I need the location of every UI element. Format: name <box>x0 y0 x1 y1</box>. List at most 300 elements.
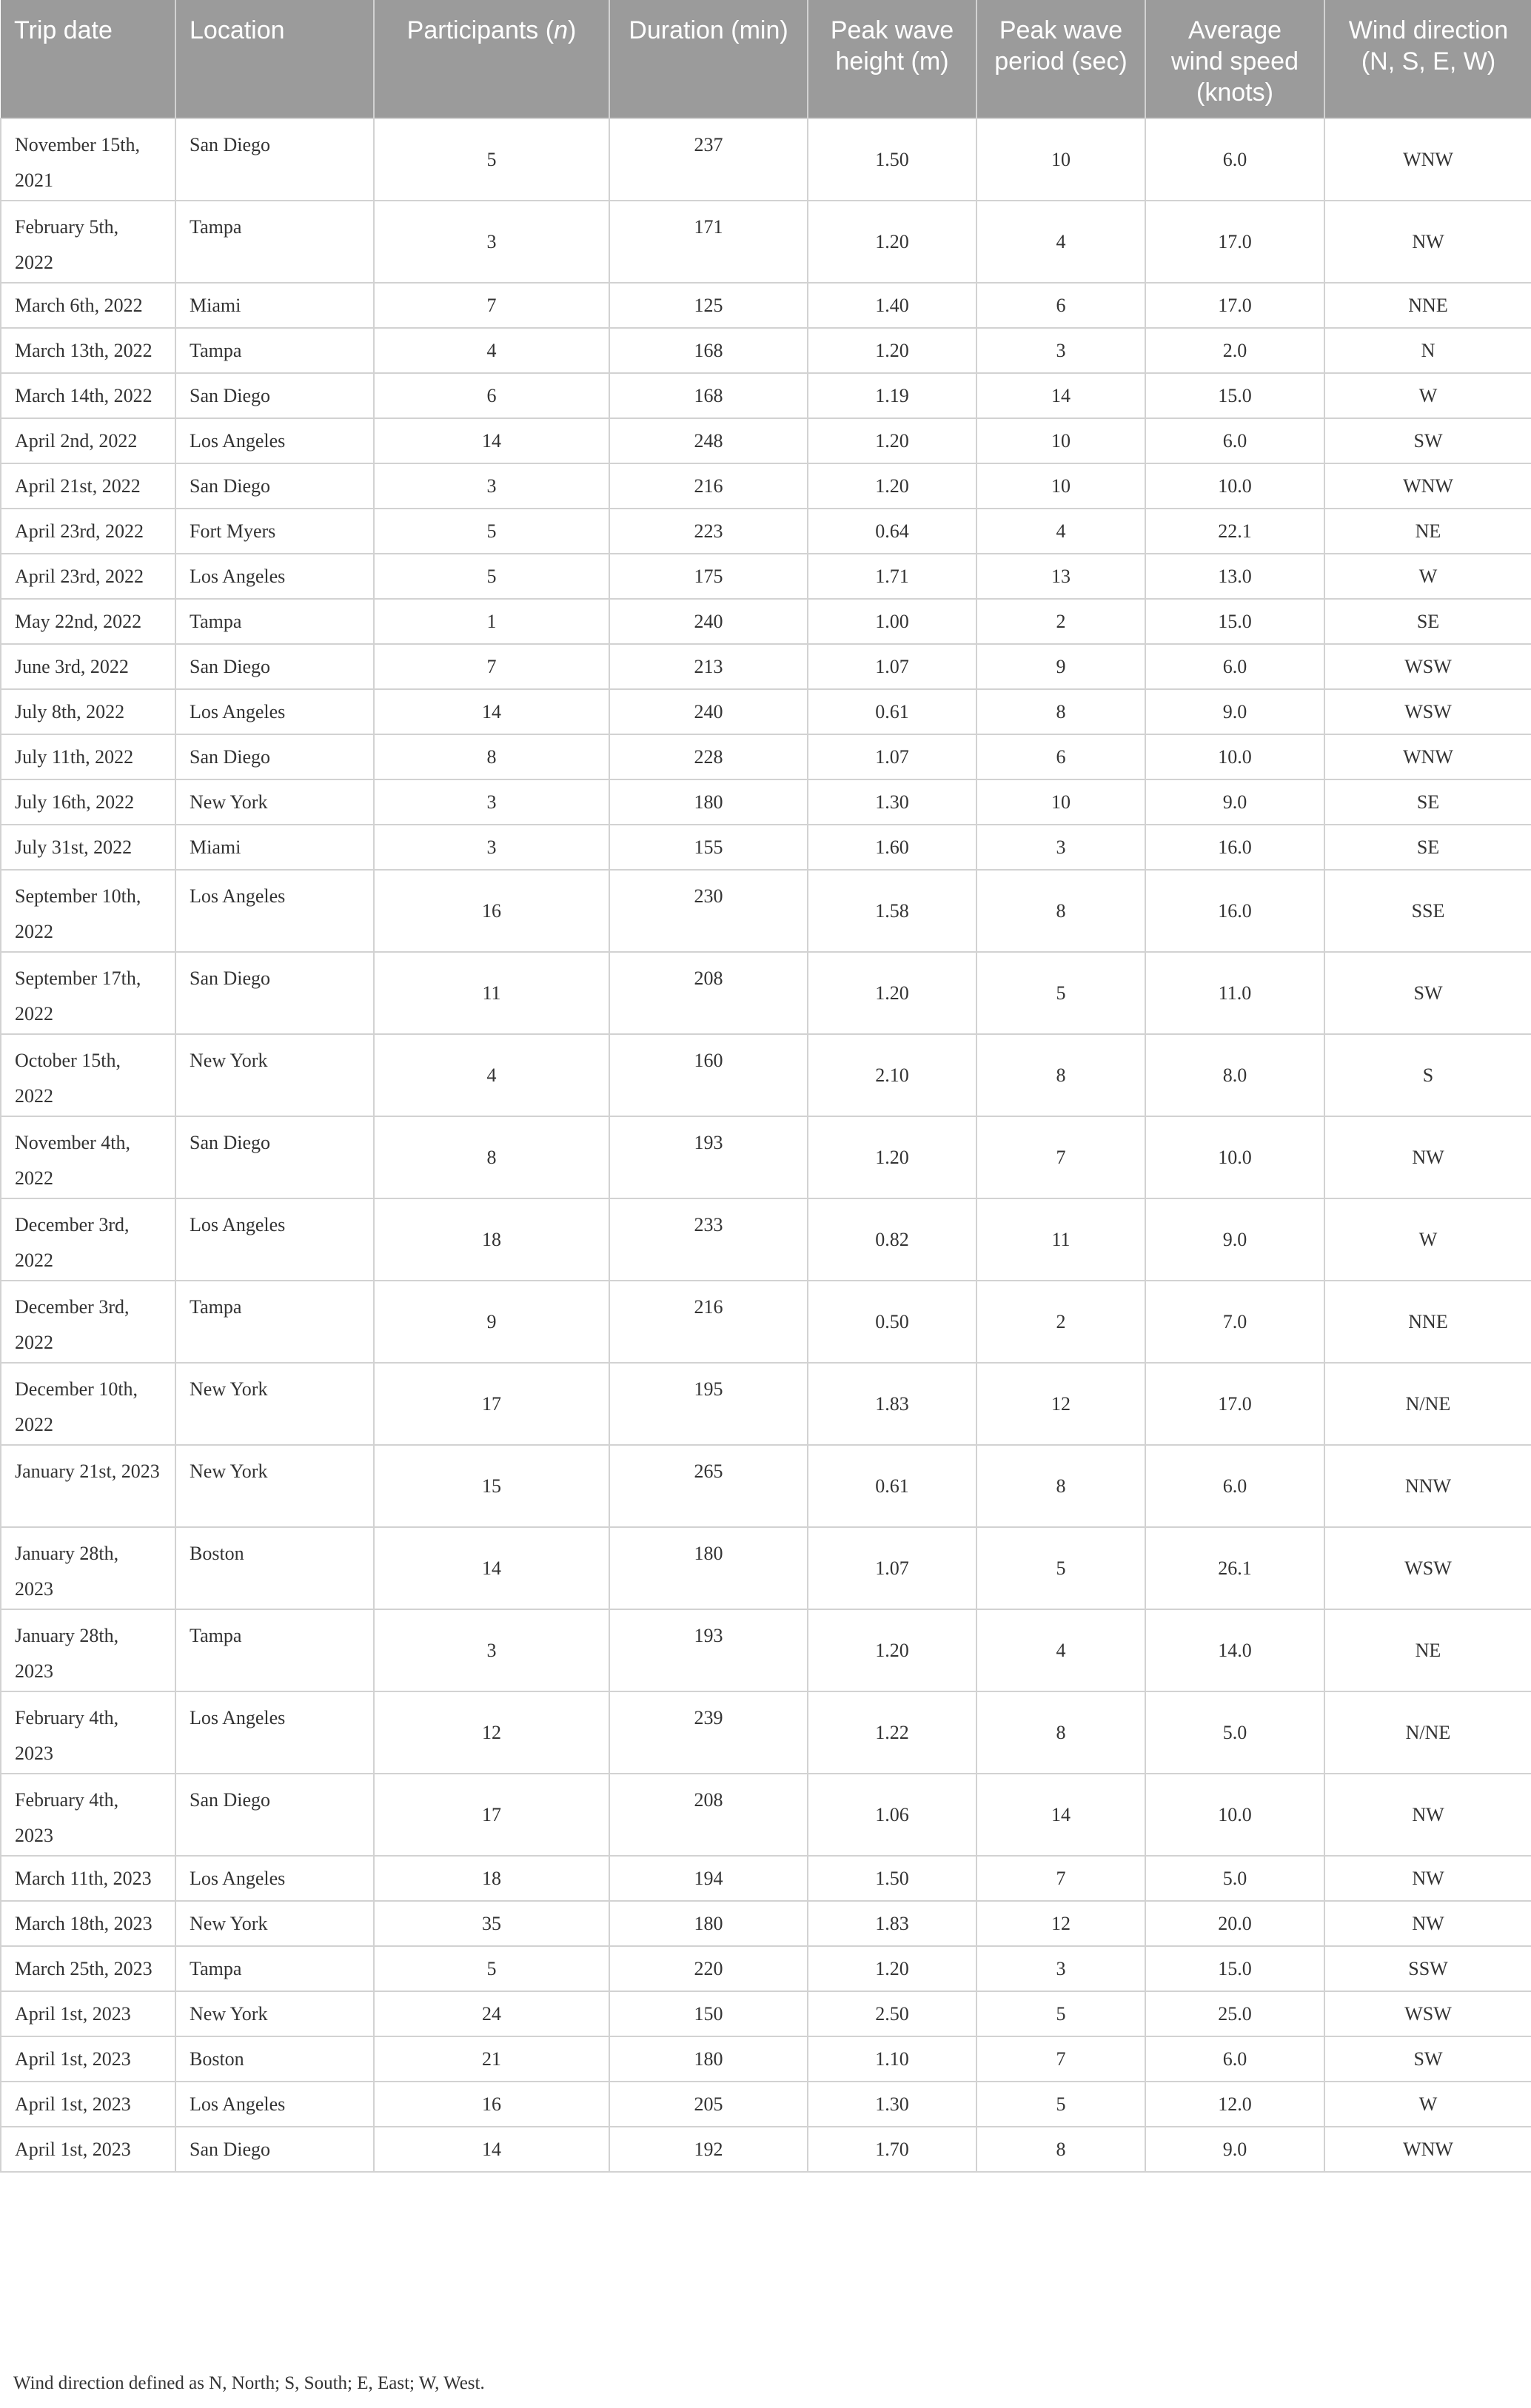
cell-participants: 17 <box>374 1774 609 1856</box>
cell-peak-wave-period: 8 <box>976 870 1145 952</box>
cell-trip-date: June 3rd, 2022 <box>1 644 175 689</box>
cell-peak-wave-period: 10 <box>976 418 1145 463</box>
table-row <box>1 825 1531 870</box>
cell-peak-wave-period: 4 <box>976 1609 1145 1691</box>
cell-peak-wave-height: 1.30 <box>808 2082 976 2127</box>
cell-peak-wave-height: 1.20 <box>808 1609 976 1691</box>
cell-peak-wave-height: 1.83 <box>808 1901 976 1946</box>
cell-average-wind-speed: 12.0 <box>1145 2082 1324 2127</box>
table-row <box>1 1691 1531 1774</box>
cell-wind-direction: NE <box>1324 509 1531 554</box>
cell-average-wind-speed: 17.0 <box>1145 201 1324 283</box>
cell-trip-date: February 4th, 2023 <box>1 1774 175 1856</box>
cell-trip-date: March 25th, 2023 <box>1 1946 175 1991</box>
cell-location: New York <box>175 1034 374 1116</box>
cell-trip-date: December 10th, 2022 <box>1 1363 175 1445</box>
table-header <box>1 0 1531 118</box>
cell-location: Los Angeles <box>175 1856 374 1901</box>
cell-duration: 223 <box>609 509 808 554</box>
cell-peak-wave-height: 1.07 <box>808 734 976 779</box>
cell-participants: 6 <box>374 373 609 418</box>
cell-peak-wave-height: 1.83 <box>808 1363 976 1445</box>
cell-peak-wave-period: 5 <box>976 1527 1145 1609</box>
cell-wind-direction: SE <box>1324 779 1531 825</box>
table-row <box>1 734 1531 779</box>
cell-peak-wave-height: 1.30 <box>808 779 976 825</box>
table-row <box>1 1034 1531 1116</box>
table-row <box>1 328 1531 373</box>
cell-average-wind-speed: 14.0 <box>1145 1609 1324 1691</box>
cell-location: San Diego <box>175 734 374 779</box>
cell-average-wind-speed: 2.0 <box>1145 328 1324 373</box>
cell-trip-date: April 21st, 2022 <box>1 463 175 509</box>
cell-participants: 3 <box>374 201 609 283</box>
cell-duration: 265 <box>609 1445 808 1527</box>
table-row <box>1 870 1531 952</box>
cell-peak-wave-period: 6 <box>976 283 1145 328</box>
cell-peak-wave-height: 2.50 <box>808 1991 976 2036</box>
cell-duration: 180 <box>609 1901 808 1946</box>
table-row <box>1 2127 1531 2172</box>
cell-duration: 192 <box>609 2127 808 2172</box>
cell-average-wind-speed: 16.0 <box>1145 870 1324 952</box>
cell-participants: 8 <box>374 1116 609 1198</box>
cell-trip-date: February 5th, 2022 <box>1 201 175 283</box>
table-row <box>1 201 1531 283</box>
cell-wind-direction: SSW <box>1324 1946 1531 1991</box>
cell-trip-date: July 16th, 2022 <box>1 779 175 825</box>
table-row <box>1 1991 1531 2036</box>
cell-average-wind-speed: 7.0 <box>1145 1281 1324 1363</box>
cell-peak-wave-height: 1.20 <box>808 463 976 509</box>
cell-average-wind-speed: 9.0 <box>1145 689 1324 734</box>
cell-peak-wave-period: 13 <box>976 554 1145 599</box>
cell-location: New York <box>175 1901 374 1946</box>
cell-duration: 194 <box>609 1856 808 1901</box>
cell-trip-date: April 1st, 2023 <box>1 2082 175 2127</box>
cell-wind-direction: SE <box>1324 599 1531 644</box>
cell-peak-wave-period: 10 <box>976 118 1145 201</box>
cell-location: Tampa <box>175 599 374 644</box>
cell-participants: 24 <box>374 1991 609 2036</box>
cell-participants: 21 <box>374 2036 609 2082</box>
cell-trip-date: March 14th, 2022 <box>1 373 175 418</box>
cell-average-wind-speed: 20.0 <box>1145 1901 1324 1946</box>
cell-duration: 160 <box>609 1034 808 1116</box>
cell-trip-date: October 15th, 2022 <box>1 1034 175 1116</box>
cell-average-wind-speed: 15.0 <box>1145 373 1324 418</box>
header-wind-direction: Wind direction (N, S, E, W) <box>1324 0 1531 118</box>
cell-peak-wave-period: 9 <box>976 644 1145 689</box>
cell-duration: 220 <box>609 1946 808 1991</box>
cell-trip-date: January 28th, 2023 <box>1 1527 175 1609</box>
table-row <box>1 373 1531 418</box>
header-peak-wave-period: Peak wave period (sec) <box>976 0 1145 118</box>
cell-peak-wave-height: 0.64 <box>808 509 976 554</box>
cell-participants: 14 <box>374 689 609 734</box>
cell-wind-direction: NW <box>1324 1116 1531 1198</box>
cell-average-wind-speed: 8.0 <box>1145 1034 1324 1116</box>
cell-average-wind-speed: 26.1 <box>1145 1527 1324 1609</box>
cell-location: Los Angeles <box>175 689 374 734</box>
cell-peak-wave-period: 4 <box>976 509 1145 554</box>
cell-duration: 233 <box>609 1198 808 1281</box>
cell-peak-wave-period: 4 <box>976 201 1145 283</box>
cell-trip-date: December 3rd, 2022 <box>1 1198 175 1281</box>
cell-trip-date: April 23rd, 2022 <box>1 509 175 554</box>
table-row <box>1 599 1531 644</box>
cell-peak-wave-period: 5 <box>976 2082 1145 2127</box>
cell-participants: 18 <box>374 1198 609 1281</box>
cell-peak-wave-height: 0.61 <box>808 1445 976 1527</box>
cell-average-wind-speed: 11.0 <box>1145 952 1324 1034</box>
cell-trip-date: September 10th, 2022 <box>1 870 175 952</box>
cell-wind-direction: NW <box>1324 1901 1531 1946</box>
cell-trip-date: April 1st, 2023 <box>1 2036 175 2082</box>
cell-participants: 17 <box>374 1363 609 1445</box>
cell-wind-direction: SSE <box>1324 870 1531 952</box>
cell-duration: 180 <box>609 1527 808 1609</box>
cell-wind-direction: N/NE <box>1324 1691 1531 1774</box>
cell-average-wind-speed: 13.0 <box>1145 554 1324 599</box>
cell-peak-wave-height: 2.10 <box>808 1034 976 1116</box>
table-row <box>1 952 1531 1034</box>
cell-average-wind-speed: 10.0 <box>1145 463 1324 509</box>
cell-average-wind-speed: 17.0 <box>1145 1363 1324 1445</box>
cell-location: San Diego <box>175 1116 374 1198</box>
cell-average-wind-speed: 10.0 <box>1145 734 1324 779</box>
table-row <box>1 1527 1531 1609</box>
cell-wind-direction: W <box>1324 373 1531 418</box>
cell-duration: 168 <box>609 373 808 418</box>
cell-duration: 195 <box>609 1363 808 1445</box>
cell-trip-date: November 4th, 2022 <box>1 1116 175 1198</box>
cell-location: Fort Myers <box>175 509 374 554</box>
cell-average-wind-speed: 15.0 <box>1145 599 1324 644</box>
cell-participants: 11 <box>374 952 609 1034</box>
table-row <box>1 1609 1531 1691</box>
cell-location: Los Angeles <box>175 1691 374 1774</box>
cell-trip-date: April 2nd, 2022 <box>1 418 175 463</box>
cell-trip-date: July 31st, 2022 <box>1 825 175 870</box>
table-row <box>1 1281 1531 1363</box>
cell-duration: 237 <box>609 118 808 201</box>
cell-duration: 155 <box>609 825 808 870</box>
table-row <box>1 2036 1531 2082</box>
cell-average-wind-speed: 9.0 <box>1145 1198 1324 1281</box>
cell-peak-wave-period: 2 <box>976 1281 1145 1363</box>
table-row <box>1 118 1531 201</box>
cell-wind-direction: SW <box>1324 418 1531 463</box>
cell-peak-wave-period: 3 <box>976 1946 1145 1991</box>
cell-peak-wave-period: 10 <box>976 463 1145 509</box>
cell-wind-direction: NW <box>1324 1856 1531 1901</box>
table-row <box>1 463 1531 509</box>
header-peak-wave-height: Peak wave height (m) <box>808 0 976 118</box>
cell-trip-date: February 4th, 2023 <box>1 1691 175 1774</box>
cell-participants: 3 <box>374 779 609 825</box>
cell-peak-wave-height: 1.40 <box>808 283 976 328</box>
cell-duration: 180 <box>609 2036 808 2082</box>
table-row <box>1 1116 1531 1198</box>
cell-peak-wave-period: 11 <box>976 1198 1145 1281</box>
header-participants-n: n <box>554 16 568 44</box>
cell-trip-date: April 23rd, 2022 <box>1 554 175 599</box>
cell-wind-direction: NE <box>1324 1609 1531 1691</box>
cell-location: Tampa <box>175 201 374 283</box>
cell-duration: 248 <box>609 418 808 463</box>
cell-average-wind-speed: 6.0 <box>1145 644 1324 689</box>
table-row <box>1 283 1531 328</box>
cell-peak-wave-period: 8 <box>976 2127 1145 2172</box>
cell-average-wind-speed: 6.0 <box>1145 418 1324 463</box>
cell-participants: 15 <box>374 1445 609 1527</box>
cell-average-wind-speed: 5.0 <box>1145 1856 1324 1901</box>
cell-wind-direction: NNW <box>1324 1445 1531 1527</box>
cell-wind-direction: WNW <box>1324 118 1531 201</box>
cell-average-wind-speed: 9.0 <box>1145 779 1324 825</box>
cell-location: Tampa <box>175 1281 374 1363</box>
cell-average-wind-speed: 10.0 <box>1145 1774 1324 1856</box>
table-row <box>1 2082 1531 2127</box>
cell-peak-wave-period: 2 <box>976 599 1145 644</box>
cell-duration: 150 <box>609 1991 808 2036</box>
cell-wind-direction: NW <box>1324 201 1531 283</box>
cell-peak-wave-height: 1.19 <box>808 373 976 418</box>
cell-wind-direction: NW <box>1324 1774 1531 1856</box>
cell-peak-wave-height: 1.20 <box>808 1946 976 1991</box>
cell-peak-wave-height: 1.00 <box>808 599 976 644</box>
cell-location: New York <box>175 1363 374 1445</box>
table-row <box>1 1856 1531 1901</box>
cell-peak-wave-height: 1.60 <box>808 825 976 870</box>
cell-wind-direction: WSW <box>1324 644 1531 689</box>
cell-location: Boston <box>175 1527 374 1609</box>
cell-trip-date: March 18th, 2023 <box>1 1901 175 1946</box>
cell-location: San Diego <box>175 952 374 1034</box>
cell-trip-date: May 22nd, 2022 <box>1 599 175 644</box>
cell-wind-direction: WSW <box>1324 689 1531 734</box>
cell-peak-wave-height: 1.20 <box>808 418 976 463</box>
cell-peak-wave-period: 3 <box>976 328 1145 373</box>
cell-duration: 175 <box>609 554 808 599</box>
table-row <box>1 779 1531 825</box>
cell-peak-wave-period: 5 <box>976 1991 1145 2036</box>
cell-peak-wave-period: 12 <box>976 1363 1145 1445</box>
cell-location: Tampa <box>175 328 374 373</box>
header-participants-label: Participants ( <box>406 16 555 44</box>
cell-peak-wave-height: 1.20 <box>808 1116 976 1198</box>
header-location: Location <box>175 0 374 118</box>
cell-location: Tampa <box>175 1946 374 1991</box>
cell-peak-wave-height: 1.58 <box>808 870 976 952</box>
cell-participants: 12 <box>374 1691 609 1774</box>
cell-peak-wave-height: 1.07 <box>808 1527 976 1609</box>
cell-location: Los Angeles <box>175 2082 374 2127</box>
cell-peak-wave-height: 0.61 <box>808 689 976 734</box>
cell-duration: 240 <box>609 689 808 734</box>
cell-peak-wave-height: 1.20 <box>808 952 976 1034</box>
cell-peak-wave-period: 14 <box>976 1774 1145 1856</box>
cell-participants: 3 <box>374 463 609 509</box>
cell-location: Miami <box>175 825 374 870</box>
cell-wind-direction: WNW <box>1324 2127 1531 2172</box>
cell-participants: 5 <box>374 554 609 599</box>
cell-trip-date: December 3rd, 2022 <box>1 1281 175 1363</box>
table-row <box>1 644 1531 689</box>
cell-location: New York <box>175 1991 374 2036</box>
cell-peak-wave-height: 1.50 <box>808 1856 976 1901</box>
header-participants <box>374 0 609 118</box>
cell-peak-wave-period: 8 <box>976 1445 1145 1527</box>
cell-trip-date: July 11th, 2022 <box>1 734 175 779</box>
cell-location: Los Angeles <box>175 554 374 599</box>
cell-duration: 205 <box>609 2082 808 2127</box>
table-row <box>1 509 1531 554</box>
cell-wind-direction: S <box>1324 1034 1531 1116</box>
cell-wind-direction: WNW <box>1324 734 1531 779</box>
cell-duration: 239 <box>609 1691 808 1774</box>
cell-wind-direction: N <box>1324 328 1531 373</box>
cell-participants: 8 <box>374 734 609 779</box>
table-row <box>1 1946 1531 1991</box>
cell-peak-wave-period: 8 <box>976 1034 1145 1116</box>
cell-duration: 230 <box>609 870 808 952</box>
table-row <box>1 1774 1531 1856</box>
header-average-wind-speed: Average wind speed (knots) <box>1145 0 1324 118</box>
cell-wind-direction: WSW <box>1324 1991 1531 2036</box>
cell-location: New York <box>175 1445 374 1527</box>
cell-location: Los Angeles <box>175 418 374 463</box>
cell-location: San Diego <box>175 373 374 418</box>
cell-wind-direction: SW <box>1324 2036 1531 2082</box>
cell-participants: 35 <box>374 1901 609 1946</box>
cell-peak-wave-period: 10 <box>976 779 1145 825</box>
cell-peak-wave-period: 7 <box>976 2036 1145 2082</box>
cell-location: Los Angeles <box>175 1198 374 1281</box>
cell-location: New York <box>175 779 374 825</box>
cell-location: Miami <box>175 283 374 328</box>
cell-participants: 14 <box>374 1527 609 1609</box>
cell-trip-date: January 21st, 2023 <box>1 1445 175 1527</box>
cell-duration: 193 <box>609 1609 808 1691</box>
cell-location: Boston <box>175 2036 374 2082</box>
cell-peak-wave-period: 5 <box>976 952 1145 1034</box>
cell-location: San Diego <box>175 463 374 509</box>
cell-participants: 16 <box>374 870 609 952</box>
cell-location: San Diego <box>175 2127 374 2172</box>
cell-peak-wave-height: 0.50 <box>808 1281 976 1363</box>
cell-wind-direction: WSW <box>1324 1527 1531 1609</box>
cell-trip-date: March 13th, 2022 <box>1 328 175 373</box>
cell-average-wind-speed: 17.0 <box>1145 283 1324 328</box>
cell-peak-wave-period: 6 <box>976 734 1145 779</box>
cell-wind-direction: W <box>1324 2082 1531 2127</box>
cell-average-wind-speed: 6.0 <box>1145 118 1324 201</box>
cell-average-wind-speed: 5.0 <box>1145 1691 1324 1774</box>
cell-peak-wave-period: 14 <box>976 373 1145 418</box>
cell-peak-wave-period: 7 <box>976 1856 1145 1901</box>
cell-duration: 213 <box>609 644 808 689</box>
table-row <box>1 1198 1531 1281</box>
cell-participants: 9 <box>374 1281 609 1363</box>
cell-peak-wave-height: 1.71 <box>808 554 976 599</box>
header-row <box>1 0 1531 118</box>
cell-average-wind-speed: 22.1 <box>1145 509 1324 554</box>
cell-participants: 3 <box>374 1609 609 1691</box>
cell-wind-direction: W <box>1324 554 1531 599</box>
cell-participants: 14 <box>374 2127 609 2172</box>
cell-participants: 1 <box>374 599 609 644</box>
cell-trip-date: January 28th, 2023 <box>1 1609 175 1691</box>
cell-duration: 193 <box>609 1116 808 1198</box>
table-row <box>1 1445 1531 1527</box>
table-row <box>1 418 1531 463</box>
cell-wind-direction: SE <box>1324 825 1531 870</box>
cell-duration: 125 <box>609 283 808 328</box>
cell-wind-direction: N/NE <box>1324 1363 1531 1445</box>
cell-duration: 168 <box>609 328 808 373</box>
cell-average-wind-speed: 15.0 <box>1145 1946 1324 1991</box>
cell-duration: 171 <box>609 201 808 283</box>
cell-participants: 4 <box>374 1034 609 1116</box>
cell-peak-wave-height: 1.20 <box>808 201 976 283</box>
cell-average-wind-speed: 6.0 <box>1145 2036 1324 2082</box>
header-trip-date: Trip date <box>1 0 175 118</box>
cell-wind-direction: W <box>1324 1198 1531 1281</box>
cell-wind-direction: NNE <box>1324 1281 1531 1363</box>
cell-trip-date: March 6th, 2022 <box>1 283 175 328</box>
cell-trip-date: July 8th, 2022 <box>1 689 175 734</box>
cell-trip-date: April 1st, 2023 <box>1 2127 175 2172</box>
cell-peak-wave-height: 1.22 <box>808 1691 976 1774</box>
table-body <box>1 118 1531 2172</box>
table-row <box>1 1901 1531 1946</box>
table-footnote: Wind direction defined as N, North; S, South; E, East; W, West. <box>13 2373 485 2393</box>
cell-peak-wave-period: 8 <box>976 689 1145 734</box>
cell-peak-wave-height: 1.07 <box>808 644 976 689</box>
cell-average-wind-speed: 10.0 <box>1145 1116 1324 1198</box>
cell-peak-wave-period: 12 <box>976 1901 1145 1946</box>
cell-participants: 18 <box>374 1856 609 1901</box>
cell-duration: 208 <box>609 1774 808 1856</box>
cell-peak-wave-height: 1.10 <box>808 2036 976 2082</box>
header-duration: Duration (min) <box>609 0 808 118</box>
header-participants-close: ) <box>568 16 577 44</box>
cell-participants: 4 <box>374 328 609 373</box>
cell-trip-date: November 15th, 2021 <box>1 118 175 201</box>
cell-average-wind-speed: 9.0 <box>1145 2127 1324 2172</box>
cell-wind-direction: NNE <box>1324 283 1531 328</box>
cell-average-wind-speed: 16.0 <box>1145 825 1324 870</box>
cell-wind-direction: SW <box>1324 952 1531 1034</box>
cell-location: Tampa <box>175 1609 374 1691</box>
cell-peak-wave-period: 3 <box>976 825 1145 870</box>
cell-duration: 228 <box>609 734 808 779</box>
cell-trip-date: March 11th, 2023 <box>1 1856 175 1901</box>
cell-participants: 5 <box>374 118 609 201</box>
cell-duration: 180 <box>609 779 808 825</box>
table-row <box>1 1363 1531 1445</box>
cell-location: San Diego <box>175 644 374 689</box>
cell-participants: 7 <box>374 283 609 328</box>
cell-location: San Diego <box>175 118 374 201</box>
cell-participants: 14 <box>374 418 609 463</box>
cell-average-wind-speed: 6.0 <box>1145 1445 1324 1527</box>
cell-duration: 240 <box>609 599 808 644</box>
cell-peak-wave-period: 7 <box>976 1116 1145 1198</box>
cell-participants: 3 <box>374 825 609 870</box>
